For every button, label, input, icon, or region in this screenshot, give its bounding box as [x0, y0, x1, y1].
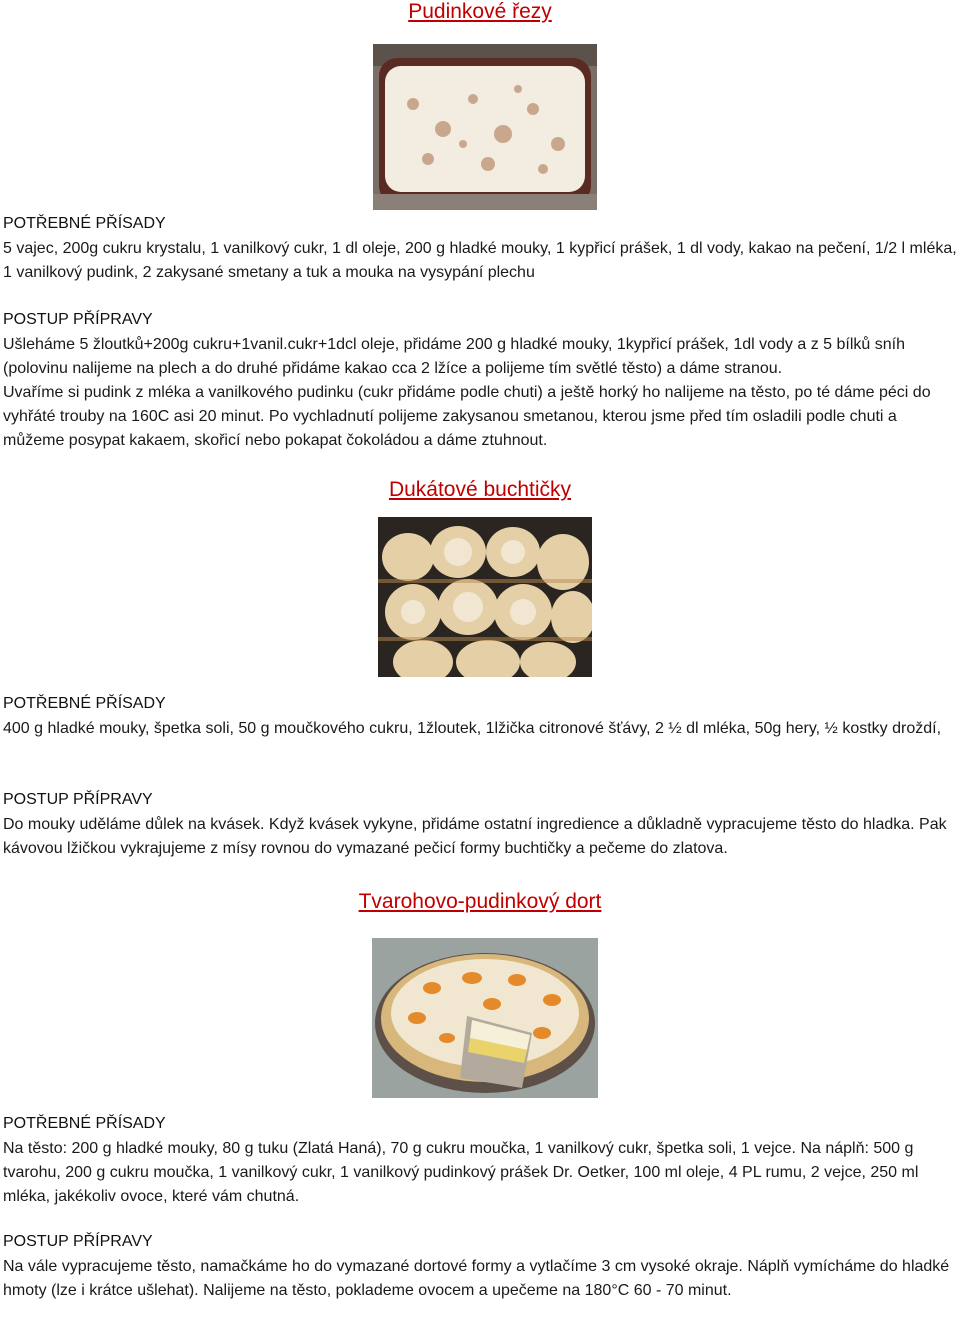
recipe-2-ingredients-heading: POTŘEBNÉ PŘÍSADY	[3, 695, 166, 712]
recipe-1-method-paragraph-2: Uvaříme si pudink z mléka a vanilkového pudinku (cukr přidáme podle chuti) a ještě horký ho nalijeme na těsto, po té dáme péci do vyhřáté trouby na 160C asi 20 minut. Po vychladnutí polijeme zakysanou smetanou, kterou jsme před tím osladili podle chuti a můžeme posypat kakaem, skořicí nebo pokapat čokoládou a dáme ztuhnout.	[3, 384, 931, 449]
recipe-3-ingredients: Na těsto: 200 g hladké mouky, 80 g tuku (Zlatá Haná), 70 g cukru moučka, 1 vanilkový cukr, špetka soli, 1 vejce. Na náplň: 500 g tvarohu, 200 g cukru moučka, 1 vanilkový cukr, 1 vanilkový pudinkový prášek Dr. Oetker, 100 ml oleje, 4 PL rumu, 2 vejce, 250 ml mléka, jakékoliv ovoce, které vám chutná.	[3, 1140, 919, 1205]
recipe-1-ingredients-heading: POTŘEBNÉ PŘÍSADY	[3, 215, 166, 232]
recipe-3-photo	[372, 938, 598, 1098]
recipe-2-title: Dukátové buchtičky	[388, 478, 572, 501]
recipe-2-method-heading: POSTUP PŘÍPRAVY	[3, 791, 153, 808]
recipe-1-ingredients: 5 vajec, 200g cukru krystalu, 1 vanilkový cukr, 1 dl oleje, 200 g hladké mouky, 1 kypřicí prášek, 1 dl vody, kakao na pečení, 1/2 l mléka, 1 vanilkový pudink, 2 zakysané smetany a tuk a mouka na vysypání plechu	[3, 240, 957, 281]
recipe-3-method-paragraph-1: Na válе vypracujeme těsto, namačkáme ho do vymazané dortové formy a vytlačíme 3 cm vysoké okraje. Náplň vymícháme do hladké hmoty (lze i krátce ušlehat). Nalijeme na těsto, poklademe ovocem a upečeme na 180°C 60 - 70 minut.	[3, 1258, 950, 1299]
recipe-1-title: Pudinkové řezy	[408, 0, 552, 23]
recipe-2-photo	[378, 517, 592, 677]
recipe-2-method-paragraph-1: Do mouky uděláme důlek na kvásek. Když kvásek vykyne, přidáme ostatní ingredience a důkladně vypracujeme těsto do hladka. Pak kávovou lžičkou vykrajujeme z mísy rovnou do vymazané pečicí formy buchtičky a pečeme do zlatova.	[3, 816, 947, 857]
recipe-3-method-heading: POSTUP PŘÍPRAVY	[3, 1233, 153, 1250]
recipe-1-method-heading: POSTUP PŘÍPRAVY	[3, 311, 153, 328]
recipe-3-ingredients-heading: POTŘEBNÉ PŘÍSADY	[3, 1115, 166, 1132]
recipe-1-method-paragraph-1: Ušleháme 5 žloutků+200g cukru+1vanil.cukr+1dcl oleje, přidáme 200 g hladké mouky, 1kypřicí prášek, 1dl vody a z 5 bílků sníh (polovinu nalijeme na plech a do druhé přidáme kakao cca 2 lžíce a polijeme tím světlé těsto) a dáme stranou.	[3, 336, 905, 377]
recipe-3-title: Tvarohovo-pudinkový dort	[358, 890, 602, 913]
recipe-2-ingredients: 400 g hladké mouky, špetka soli, 50 g moučkového cukru, 1žloutek, 1lžička citronové šťávy, 2 ½ dl mléka, 50g hery, ½ kostky droždí,	[3, 720, 942, 737]
recipe-1-photo	[373, 44, 597, 210]
